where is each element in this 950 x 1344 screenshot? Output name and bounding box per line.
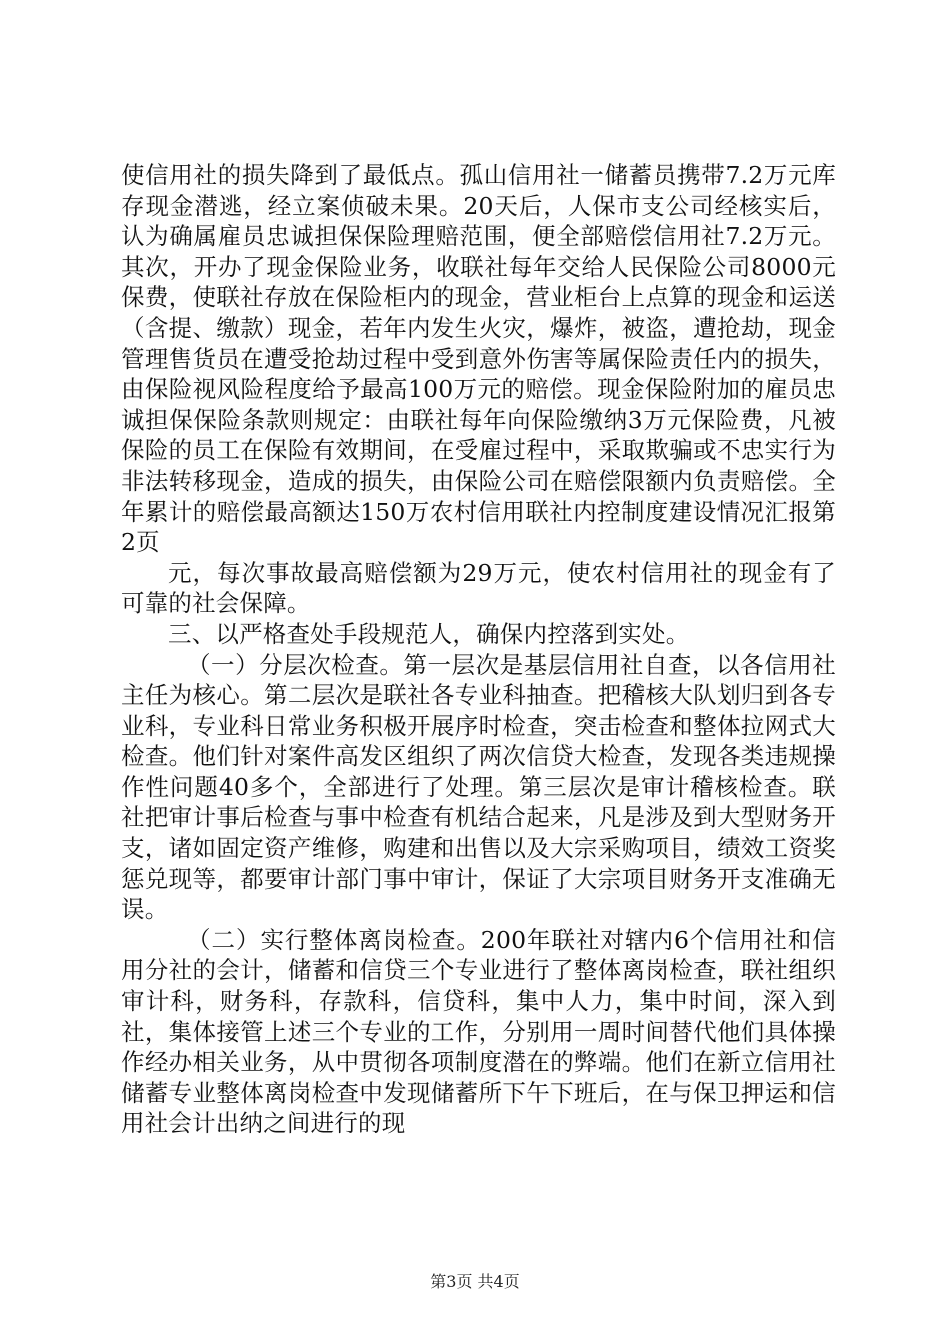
paragraph-layered-inspection: （一）分层次检查。第一层次是基层信用社自查，以各信用社主任为核心。第二层次是联社各专业科抽查。把稽核大队划归到各专业科，专业科日常业务积极开展序时检查，突击检查和整体拉网式大检查。他们针对案件高发区组织了两次信贷大检查，发现各类违规操作性问题40多个，全部进行了处理。第三层次是审计稽核检查。联社把审计事后检查与事中检查有机结合起来，凡是涉及到大型财务开支，诸如固定资产维修，购建和出售以及大宗采购项目，绩效工资奖惩兑现等，都要审计部门事中审计，保证了大宗项目财务开支准确无误。 [121,650,836,924]
paragraph-compensation-limit: 元，每次事故最高赔偿额为29万元，使农村信用社的现金有了可靠的社会保障。 [121,558,836,618]
page-footer: 第3页 共4页 [430,1272,520,1291]
section-heading-three: 三、以严格查处手段规范人，确保内控落到实处。 [168,619,690,648]
paragraph-offpost-inspection: （二）实行整体离岗检查。200年联社对辖内6个信用社和信用分社的会计，储蓄和信贷三个专业进行了整体离岗检查，联社组织审计科，财务科，存款科，信贷科，集中人力，集中时间，深入到社，集体接管上述三个专业的工作，分别用一周时间替代他们具体操作经办相关业务，从中贯彻各项制度潜在的弊端。他们在新立信用社储蓄专业整体离岗检查中发现储蓄所下午下班后，在与保卫押运和信用社会计出纳之间进行的现 [121,925,836,1138]
paragraph-insurance-compensation: 使信用社的损失降到了最低点。孤山信用社一储蓄员携带7.2万元库存现金潜逃，经立案侦破未果。20天后，人保市支公司经核实后，认为确属雇员忠诚担保保险理赔范围，便全部赔偿信用社7.2万元。其次，开办了现金保险业务，收联社每年交给人民保险公司8000元保费，使联社存放在保险柜内的现金，营业柜台上点算的现金和运送（含提、缴款）现金，若年内发生火灾，爆炸，被盗，遭抢劫，现金管理售货员在遭受抢劫过程中受到意外伤害等属保险责任内的损失，由保险视风险程度给予最高100万元的赔偿。现金保险附加的雇员忠诚担保保险条款则规定：由联社每年向保险缴纳3万元保险费，凡被保险的员工在保险有效期间，在受雇过程中，采取欺骗或不忠实行为非法转移现金，造成的损失，由保险公司在赔偿限额内负责赔偿。全年累计的赔偿最高额达150万农村信用联社内控制度建设情况汇报第2页 [121,161,836,557]
document-body [121,160,836,1139]
